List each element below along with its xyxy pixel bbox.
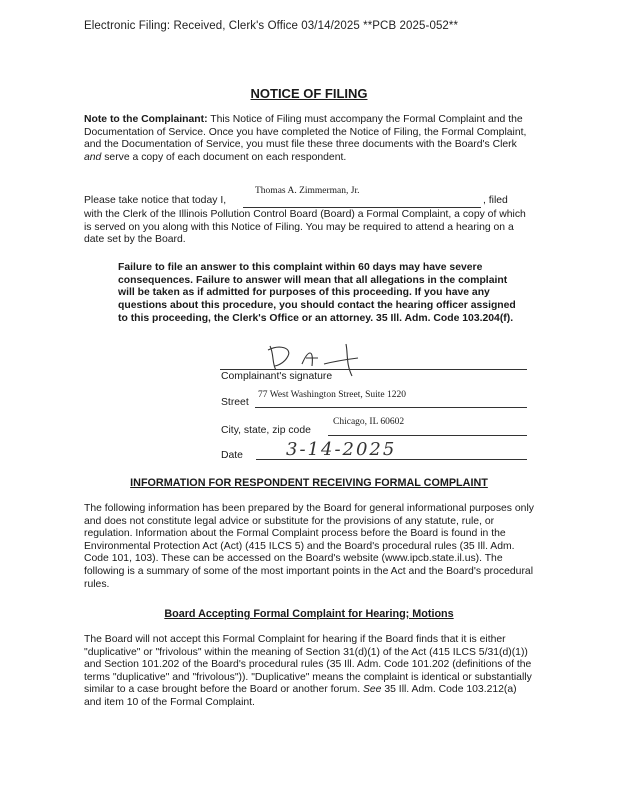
date-line	[256, 459, 527, 460]
date-label: Date	[221, 450, 243, 461]
info-section-heading: INFORMATION FOR RESPONDENT RECEIVING FORMAL COMPLAINT	[130, 477, 488, 489]
note-and: and	[84, 151, 102, 163]
signature-label: Complainant's signature	[221, 371, 333, 382]
city-line	[328, 435, 527, 436]
date-value: 3-14-2025	[286, 439, 397, 460]
signature-line	[220, 369, 527, 370]
street-line	[255, 407, 527, 408]
accepting-section-body	[84, 634, 534, 710]
accepting-see: See	[362, 684, 382, 696]
note-tail: serve a copy of each document on each respondent.	[104, 151, 347, 163]
notice-body: with the Clerk of the Illinois Pollution Control Board (Board) a Formal Complaint, a copy of which is served on you along with this Notice of Filing. You may be required to attend a hearing on a date set by the Board.	[84, 209, 526, 246]
accepting-section-heading: Board Accepting Formal Complaint for Hearing; Motions	[164, 608, 454, 620]
name-line	[243, 199, 481, 208]
page-title: NOTICE OF FILING	[250, 86, 368, 101]
note-lead: Note to the Complainant:	[84, 114, 208, 125]
notice-prefix: Please take notice that today I,	[84, 195, 227, 206]
info-section-body: The following information has been prepared by the Board for general informational purposes only and does not constitute legal advice or substitute for the provisions of any statute, rule, or regulation. Information about the Formal Complaint process before the Board is found in the Environmental Protection Act (Act) (415 ILCS 5) and the Board's procedural rules (35 Ill. Adm. Code 101, 103). These can be accessed on the Board's website (www.ipcb.state.il.us). The following is a summary of some of the most important points in the Act and the Board's procedural rules.	[84, 503, 534, 590]
note-body: This Notice of Filing must accompany the Formal Complaint and the Documentation of Service. Once you have completed the Notice of Filing, the Formal Complaint, and the Documentation of Service, you must file these three documents with the Board's Clerk	[84, 114, 527, 151]
street-label: Street	[221, 397, 249, 408]
accepting-body-tail: 35 Ill. Adm. Code 103.212(a) and item 10 of the Formal Complaint.	[84, 684, 517, 708]
notice-suffix: , filed	[483, 195, 508, 206]
accepting-body-main: The Board will not accept this Formal Complaint for hearing if the Board finds that it is either "duplicative" or "frivolous" within the meaning of Section 31(d)(1) of the Act (415 ILCS 5/31(d)(1)) and Section 101.202 of the Board's procedural rules (35 Ill. Adm. Code 101.202 (definitions of the terms "duplicative" and "frivolous")). "Duplicative" means the complaint is identical or substantially similar to a case brought before the Board or another forum.	[84, 634, 532, 696]
complainant-name: Thomas A. Zimmerman, Jr.	[255, 186, 360, 196]
city-label: City, state, zip code	[221, 425, 311, 436]
city-value: Chicago, IL 60602	[333, 417, 405, 427]
electronic-filing-stamp: Electronic Filing: Received, Clerk's Office 03/14/2025 **PCB 2025-052**	[84, 20, 459, 32]
note-to-complainant	[84, 114, 534, 164]
street-value: 77 West Washington Street, Suite 1220	[258, 390, 407, 400]
warning-block: Failure to file an answer to this complaint within 60 days may have severe consequences. Failure to answer will mean that all allegations in the complaint will be taken as if admitted for purposes of this proceeding. If you have any questions about this procedure, you should contact the hearing officer assigned to this proceeding, the Clerk's Office or an attorney. 35 Ill. Adm. Code 103.204(f).	[118, 262, 516, 324]
